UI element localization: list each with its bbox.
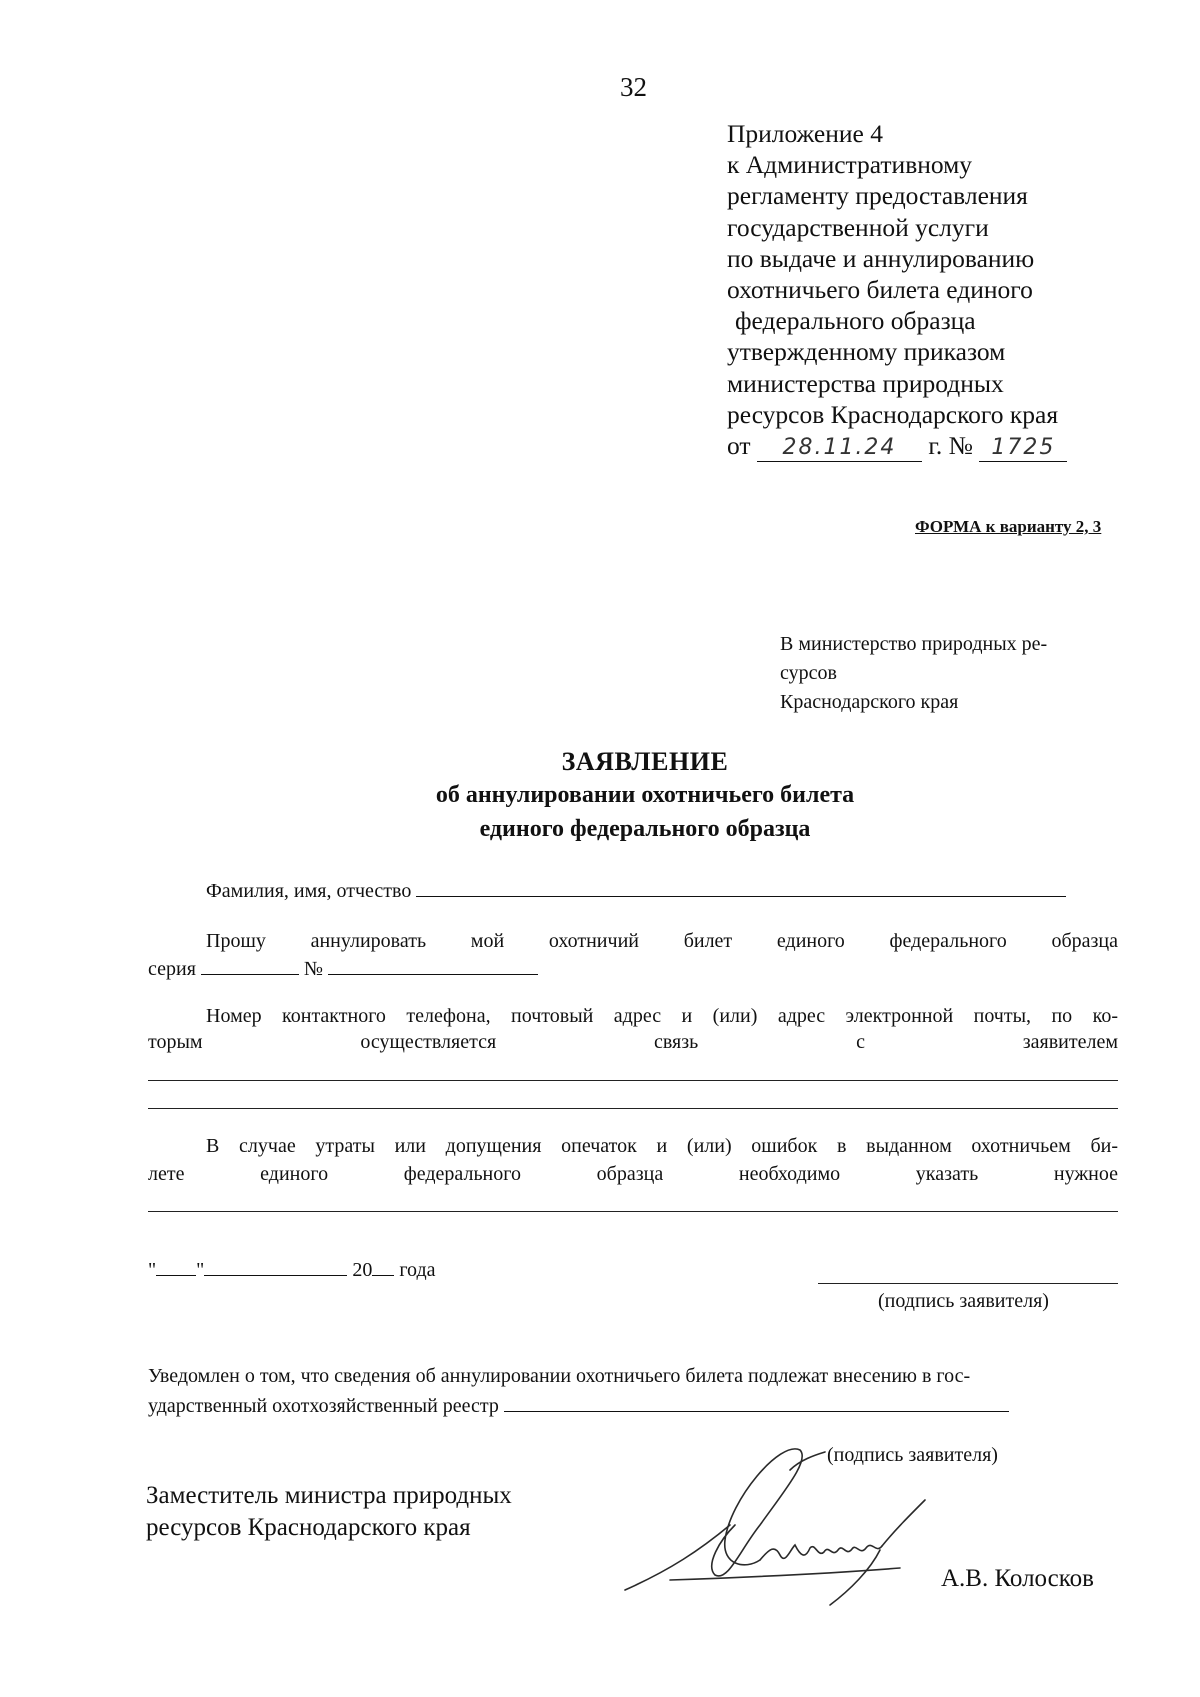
notice-label: ударственный охотхозяйственный реестр — [148, 1395, 499, 1417]
signature-caption: (подпись заявителя) — [827, 1444, 998, 1466]
from-label: от — [727, 431, 751, 461]
appendix-line: по выдаче и аннулированию — [727, 243, 1035, 273]
series-input-line[interactable] — [201, 956, 299, 975]
year-suffix: года — [399, 1259, 436, 1281]
number-label: № — [303, 958, 323, 980]
handwritten-date: 28.11.24 — [757, 435, 922, 462]
recipient-line: В министерство природных ре- — [780, 633, 1048, 655]
appendix-line: Приложение 4 — [727, 119, 883, 148]
fio-row — [206, 878, 1176, 903]
contact-input-line[interactable] — [148, 1080, 1118, 1081]
document-title: ЗАЯВЛЕНИЕ — [561, 747, 729, 776]
fio-label: Фамилия, имя, отчество — [206, 880, 412, 902]
quote-close: " — [196, 1259, 205, 1281]
loss-line: лете единого федерального образца необходимо указать нужное — [148, 1163, 1118, 1185]
year-input-line[interactable] — [372, 1257, 394, 1276]
position-line: Заместитель министра природных — [146, 1482, 512, 1509]
notice-signature-input-line[interactable] — [504, 1393, 1009, 1412]
handwritten-number: 1725 — [979, 435, 1067, 462]
notice-line: Уведомлен о том, что сведения об аннулировании охотничьего билета подлежат внесению в гос- — [148, 1365, 971, 1387]
recipient-line: Краснодарского края — [780, 691, 959, 713]
signatory-name: А.В. Колосков — [941, 1565, 1094, 1592]
signature-caption: (подпись заявителя) — [878, 1290, 1049, 1312]
position-line: ресурсов Краснодарского края — [146, 1514, 471, 1541]
handwritten-signature — [610, 1430, 940, 1620]
appendix-line: государственной услуги — [727, 212, 989, 242]
recipient-block — [780, 630, 1047, 717]
appendix-block — [727, 118, 1067, 462]
appendix-line: регламенту предоставления — [727, 181, 1028, 211]
contact-line: Номер контактного телефона, почтовый адрес и (или) адрес электронной почты, по ко- — [206, 1005, 1118, 1027]
number-input-line[interactable] — [328, 956, 538, 975]
loss-line: В случае утраты или допущения опечаток и (или) ошибок в выданном охотничьем би- — [206, 1135, 1118, 1157]
contact-line: торым осуществляется связь с заявителем — [148, 1031, 1118, 1053]
month-input-line[interactable] — [204, 1257, 347, 1276]
loss-input-line[interactable] — [148, 1211, 1118, 1212]
signature-input-line[interactable] — [818, 1283, 1118, 1284]
document-subtitle: единого федерального образца — [479, 816, 811, 842]
appendix-line: федерального образца — [735, 306, 976, 336]
year-number-label: г. № — [928, 431, 973, 461]
appendix-line: министерства природных — [727, 368, 1004, 398]
fio-input-line[interactable] — [416, 878, 1066, 897]
appendix-line: охотничьего билета единого — [727, 275, 1033, 305]
appendix-line: ресурсов Краснодарского края — [727, 399, 1059, 429]
appendix-line: утвержденному приказом — [727, 337, 1006, 367]
appendix-line: к Административному — [727, 150, 973, 180]
order-date-line — [727, 430, 1067, 462]
document-subtitle: об аннулировании охотничьего билета — [435, 782, 855, 808]
recipient-line: сурсов — [780, 662, 837, 684]
signatory-position — [146, 1480, 512, 1544]
series-row — [148, 956, 1118, 981]
day-input-line[interactable] — [156, 1257, 196, 1276]
quote-open: " — [148, 1259, 157, 1281]
series-label: серия — [148, 958, 196, 980]
page-number: 32 — [620, 72, 647, 102]
date-row — [148, 1257, 648, 1282]
year-prefix: 20 — [352, 1259, 373, 1281]
contact-input-line[interactable] — [148, 1108, 1118, 1109]
form-variant-label: ФОРМА к варианту 2, 3 — [915, 517, 1102, 536]
request-line: Прошу аннулировать мой охотничий билет единого федерального образца — [206, 930, 1118, 952]
notice-row — [148, 1393, 1118, 1418]
